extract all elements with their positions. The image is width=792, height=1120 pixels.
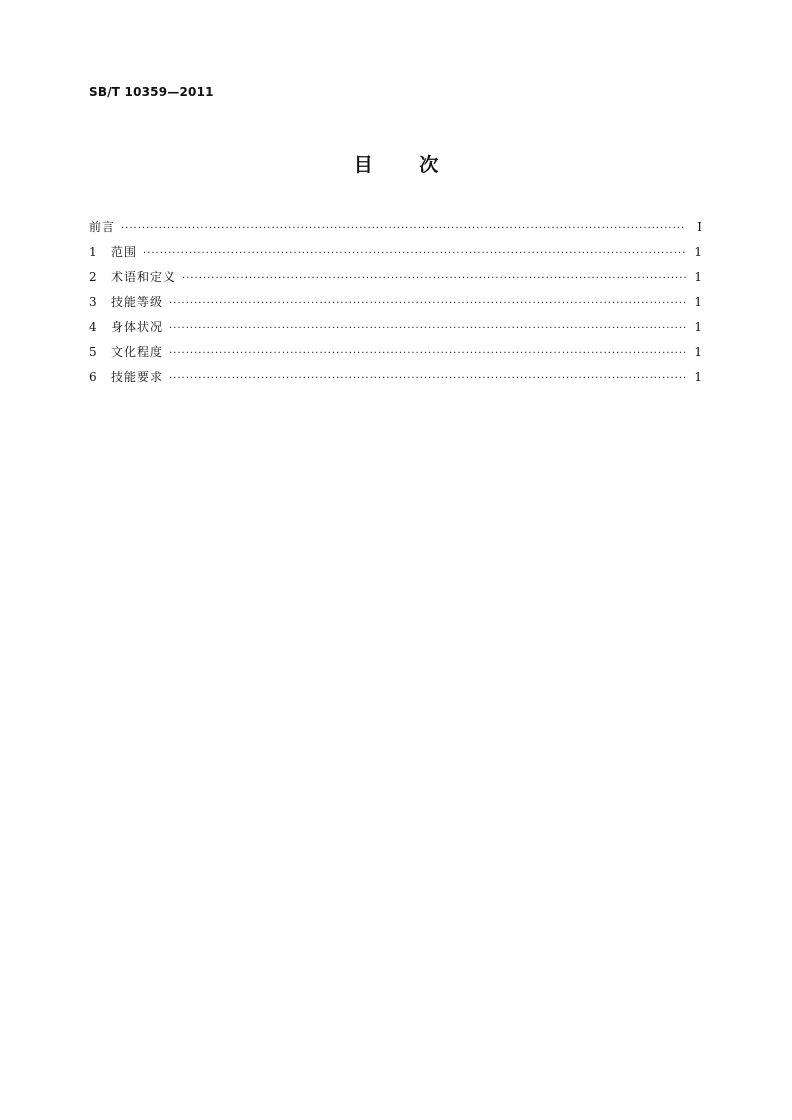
toc-entry-number: 3 [89, 295, 97, 309]
toc-entry-number: 1 [89, 245, 97, 259]
toc-entry-number: 6 [89, 370, 97, 384]
toc-entry-page: 1 [694, 370, 702, 384]
dot-leader [121, 216, 686, 241]
toc-entry-page: 1 [694, 270, 702, 284]
toc-entry-label: 范围 [111, 245, 138, 259]
toc-entry-label: 技能等级 [111, 295, 164, 309]
toc-entry-label: 前言 [89, 220, 116, 234]
toc-entry-label: 身体状况 [111, 320, 164, 334]
toc-entry-skill-requirements[interactable] [89, 365, 702, 390]
dot-leader [169, 366, 686, 391]
toc-entry-page: 1 [694, 245, 702, 259]
dot-leader [182, 266, 686, 291]
table-of-contents [89, 215, 702, 390]
toc-entry-number: 2 [89, 270, 97, 284]
toc-entry-number: 4 [89, 320, 97, 334]
toc-entry-page: Ⅰ [697, 220, 702, 234]
page-title: 目 次 [353, 154, 439, 176]
toc-entry-scope[interactable] [89, 240, 702, 265]
toc-entry-page: 1 [694, 320, 702, 334]
dot-leader [169, 316, 686, 341]
toc-entry-physical-condition[interactable] [89, 315, 702, 340]
dot-leader [169, 291, 686, 316]
dot-leader [169, 341, 686, 366]
toc-entry-label: 文化程度 [111, 345, 164, 359]
toc-entry-skill-levels[interactable] [89, 290, 702, 315]
toc-entry-terms[interactable] [89, 265, 702, 290]
toc-entry-education-level[interactable] [89, 340, 702, 365]
toc-entry-number: 5 [89, 345, 97, 359]
toc-entry-page: 1 [694, 295, 702, 309]
dot-leader [143, 241, 686, 266]
toc-entry-label: 技能要求 [111, 370, 164, 384]
toc-entry-foreword[interactable] [89, 215, 702, 240]
standard-number: SB/T 10359—2011 [89, 85, 214, 99]
toc-entry-page: 1 [694, 345, 702, 359]
toc-entry-label: 术语和定义 [111, 270, 177, 284]
